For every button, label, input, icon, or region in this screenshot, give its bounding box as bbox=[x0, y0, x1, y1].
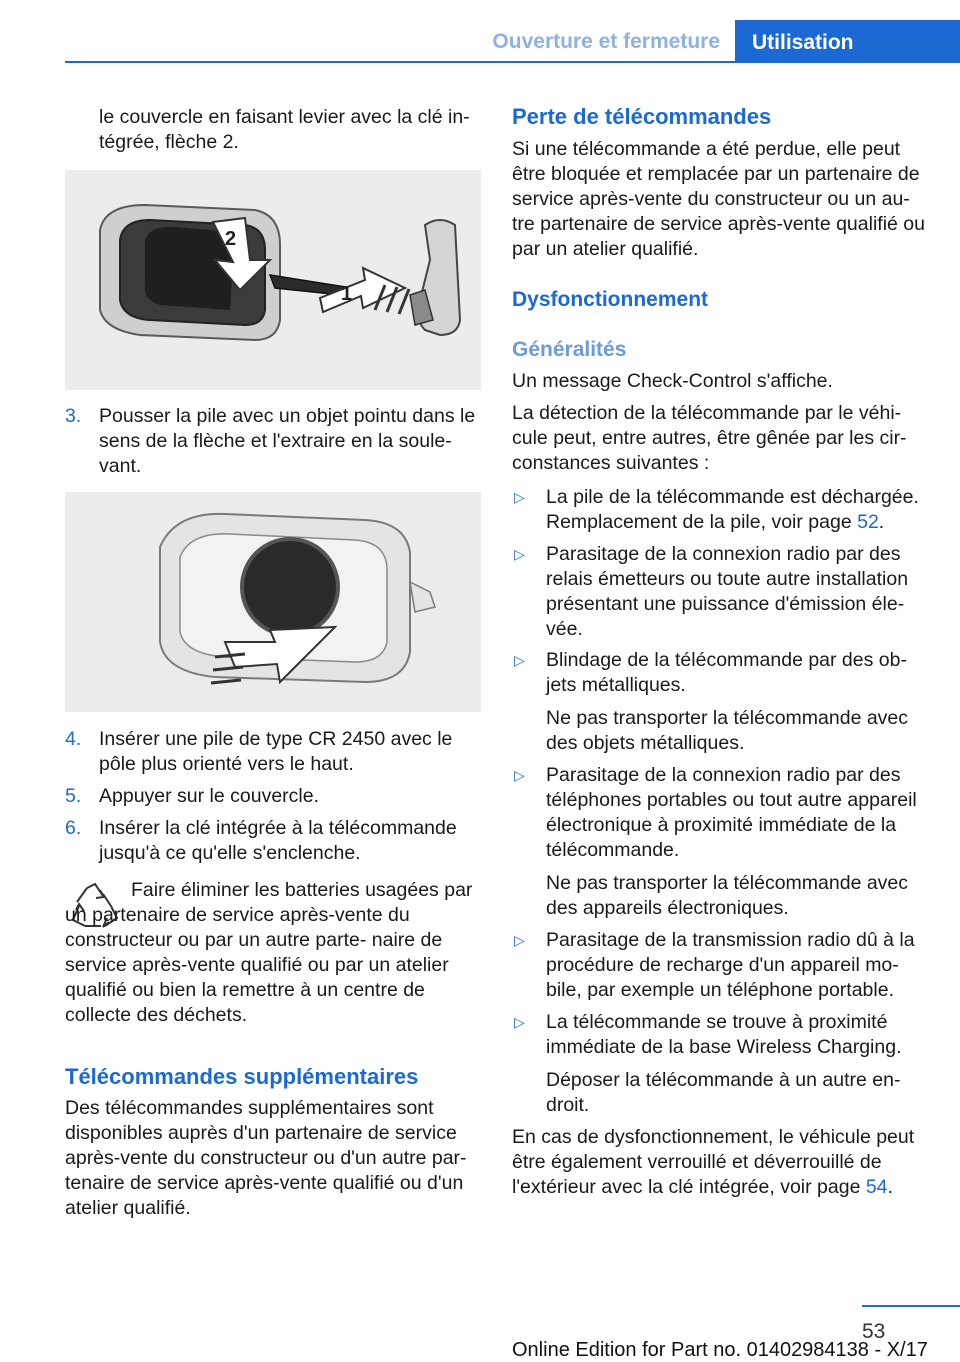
bullet-battery bbox=[512, 485, 932, 535]
bullet-subtext: Ne pas transporter la télécommande avec des appareils électroniques. bbox=[546, 872, 909, 919]
loss-heading: Perte de télécommandes bbox=[512, 104, 772, 129]
header-rule bbox=[65, 61, 960, 63]
bullet-triangle-icon: ▷ bbox=[514, 767, 525, 783]
bullet-triangle-icon: ▷ bbox=[514, 1014, 525, 1030]
bullet-shielding bbox=[512, 648, 932, 698]
step-number: 5. bbox=[65, 785, 82, 807]
step-3 bbox=[65, 404, 481, 479]
bullet-triangle-icon: ▷ bbox=[514, 932, 525, 948]
battery-removal-illustration bbox=[65, 492, 481, 712]
malfunction-heading: Dysfonctionnement bbox=[512, 288, 709, 311]
bullet-text: La pile de la télécommande est déchargée. Remplacement de la pile, voir page 52. bbox=[546, 486, 919, 533]
edition-note: Online Edition for Part no. 01402984138 - X/17 bbox=[512, 1339, 928, 1361]
step-number: 4. bbox=[65, 728, 82, 750]
bullet-text: Parasitage de la transmission radio dû à la procédure de recharge d'un appareil mo‐ bile, par exemple un téléphone portable. bbox=[546, 929, 915, 1001]
key-cover-figure bbox=[65, 170, 481, 390]
header-chapter-tab[interactable]: Utilisation bbox=[735, 20, 960, 63]
bullet-triangle-icon: ▷ bbox=[514, 546, 525, 562]
general-heading: Généralités bbox=[512, 338, 627, 361]
step-text: Pousser la pile avec un objet pointu dans le sens de la flèche et l'extraire en la soule‐ vant. bbox=[99, 405, 476, 477]
extra-remotes-heading: Télécommandes supplémentaires bbox=[65, 1064, 419, 1089]
bullet-wireless bbox=[512, 1010, 932, 1060]
footer-rule bbox=[862, 1305, 960, 1307]
bullet-triangle-icon: ▷ bbox=[514, 652, 525, 668]
step-6 bbox=[65, 816, 481, 866]
bullet-triangle-icon: ▷ bbox=[514, 489, 525, 505]
arrow-label-2: 2 bbox=[225, 228, 237, 250]
bullet-subtext: Déposer la télécommande à un autre en‐ droit. bbox=[546, 1069, 901, 1116]
recycle-note-text: Faire éliminer les batteries usagées par un partenaire de service après-vente du constructeur ou par un autre parte‐ naire de service après-vente qualifié ou par un atelier qualifié ou bien la remettre à un centre de collecte des déchets. bbox=[65, 879, 473, 1026]
step-4 bbox=[65, 727, 481, 777]
step-text: Appuyer sur le couvercle. bbox=[99, 785, 320, 807]
step-text: Insérer la clé intégrée à la télécommande jusqu'à ce qu'elle s'enclenche. bbox=[99, 817, 457, 864]
bullet-charging bbox=[512, 928, 932, 1003]
page-number: 53 bbox=[862, 1320, 886, 1343]
bullet-phones bbox=[512, 763, 932, 863]
page-link-54[interactable]: 54 bbox=[865, 1176, 888, 1198]
key-cover-illustration bbox=[65, 170, 481, 390]
general-text-1: Un message Check-Control s'affiche. bbox=[512, 370, 833, 392]
bullet-text: Parasitage de la connexion radio par des relais émetteurs ou toute autre installation présentant une puissance d'émission éle‐ vée. bbox=[546, 543, 909, 640]
header-section-title: Ouverture et fermeture bbox=[492, 30, 720, 53]
extra-remotes-text: Des télécommandes supplémentaires sont disponibles auprès d'un partenaire de service après-vente du constructeur ou d'un autre par‐ tenaire de service après-vente qualifié ou d'un atelier qualifié. bbox=[65, 1097, 467, 1219]
page-link-52[interactable]: 52 bbox=[857, 511, 879, 533]
loss-text: Si une télécommande a été perdue, elle peut être bloquée et remplacée par un partenaire de service après-vente du constructeur ou un au‐ tre partenaire de service après-vente qualifié ou par un atelier qualifié. bbox=[512, 138, 925, 260]
bullet-relay bbox=[512, 542, 932, 642]
general-text-2: La détection de la télécommande par le véhi‐ cule peut, entre autres, être gênée par les cir‐ constances suivantes : bbox=[512, 402, 907, 474]
step-text: Insérer une pile de type CR 2450 avec le pôle plus orienté vers le haut. bbox=[99, 728, 453, 775]
bullet-text: Blindage de la télécommande par des ob‐ jets métalliques. bbox=[546, 649, 907, 696]
step-number: 6. bbox=[65, 817, 82, 839]
bullet-text: La télécommande se trouve à proximité immédiate de la base Wireless Charging. bbox=[546, 1011, 902, 1058]
arrow-label-1: 1 bbox=[341, 283, 353, 305]
bullet-text: Parasitage de la connexion radio par des téléphones portables ou tout autre appareil électronique à proximité immédiate de la télécommande. bbox=[546, 764, 917, 861]
recycle-spacer bbox=[65, 878, 125, 958]
battery-removal-figure bbox=[65, 492, 481, 712]
intro-text: le couvercle en faisant levier avec la clé in‐ tégrée, flèche 2. bbox=[99, 106, 470, 153]
closing-text: En cas de dysfonctionnement, le véhicule peut être également verrouillé et déverrouillé de l'extérieur avec la clé intégrée, voir page 54. bbox=[512, 1126, 915, 1198]
bullet-subtext: Ne pas transporter la télécommande avec des objets métalliques. bbox=[546, 707, 909, 754]
step-number: 3. bbox=[65, 405, 82, 427]
step-5 bbox=[65, 784, 481, 809]
